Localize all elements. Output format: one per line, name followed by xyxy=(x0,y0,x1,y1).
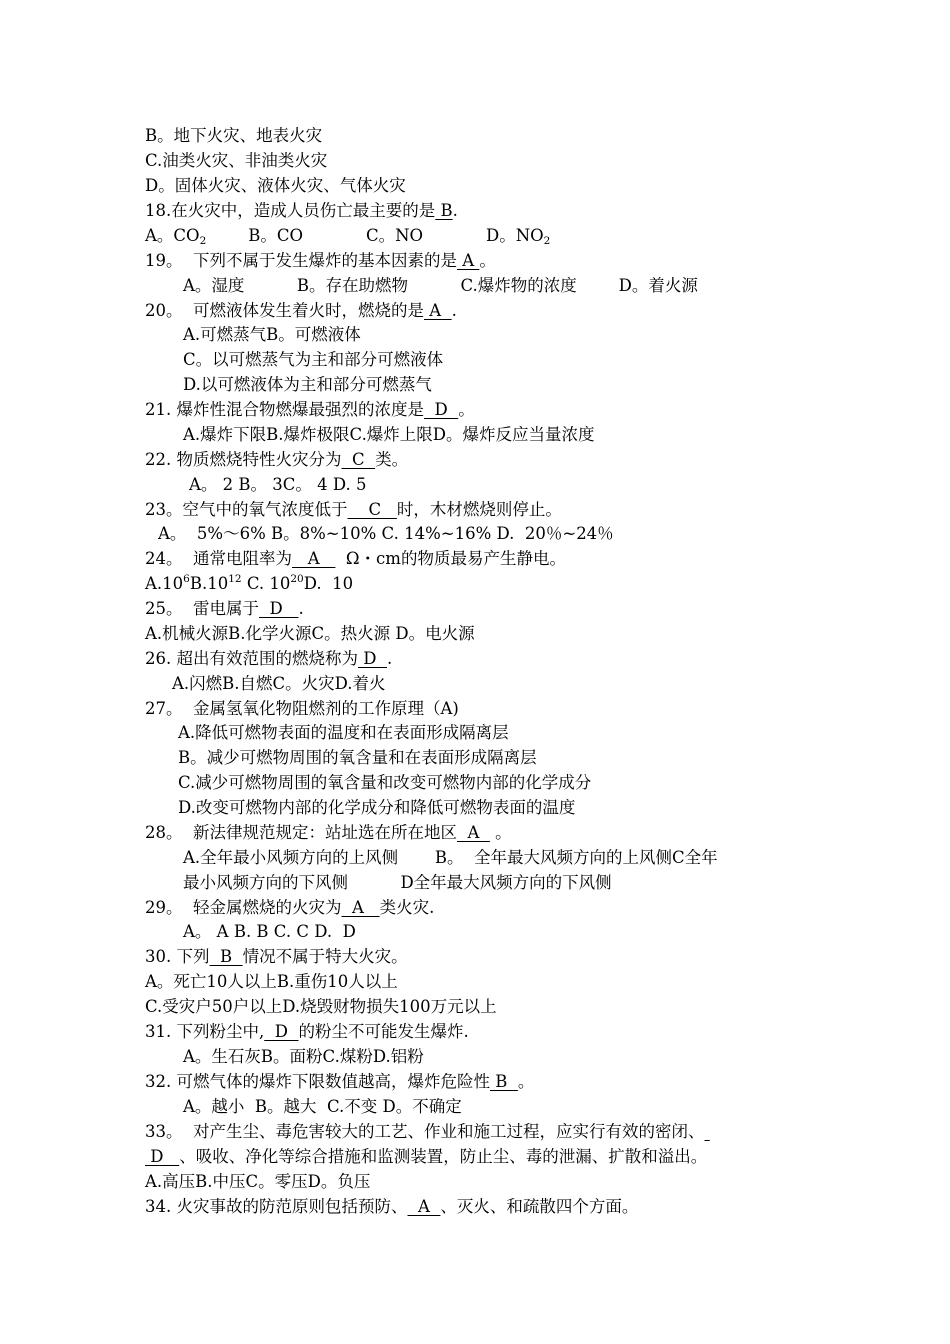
text-line xyxy=(178,722,509,744)
text-segment: A。死亡10人以上B.重伤10人以上 xyxy=(145,972,398,991)
text-segment: A。 2 B。 3C。 4 D. 5 xyxy=(189,475,367,494)
text-segment: Ω・cm的物质最易产生静电。 xyxy=(335,549,566,568)
text-segment: 20。 可燃液体发生着火时，燃烧的是 xyxy=(145,301,424,320)
text-segment: 33。 对产生尘、毒危害较大的工艺、作业和施工过程，应实行有效的密闭、 xyxy=(145,1122,705,1141)
text-segment: 类。 xyxy=(375,450,409,469)
text-line xyxy=(145,971,398,993)
text-line xyxy=(145,250,496,272)
text-segment: 18.在火灾中，造成人员伤亡最主要的是 xyxy=(145,201,436,220)
text-segment: 34. 火灾事故的防范原则包括预防、 xyxy=(145,1197,408,1216)
answer-blank: B xyxy=(490,1072,518,1091)
text-segment: 29。 轻金属燃烧的火灾为 xyxy=(145,898,342,917)
text-segment: 30. 下列 xyxy=(145,947,210,966)
text-line xyxy=(145,1121,710,1143)
text-line xyxy=(145,499,562,521)
text-segment: 21. 爆炸性混合物燃爆最强烈的浓度是 xyxy=(145,400,424,419)
text-segment: A.高压B.中压C。零压D。负压 xyxy=(145,1172,371,1191)
text-segment: A。CO xyxy=(145,226,200,245)
text-segment: 、灭火、和疏散四个方面。 xyxy=(440,1197,639,1216)
text-line xyxy=(145,573,353,595)
text-line xyxy=(145,399,475,421)
superscript-text: 6 xyxy=(183,573,190,585)
text-segment: 23。空气中的氧气浓度低于 xyxy=(145,500,348,519)
text-line xyxy=(145,598,304,620)
text-segment: D。固体火灾、液体火灾、气体火灾 xyxy=(145,176,406,195)
text-segment: B.10 xyxy=(189,574,229,593)
text-segment: 19。 下列不属于发生爆炸的基本因素的是 xyxy=(145,251,457,270)
text-segment: B。减少可燃物周围的氧含量和在表面形成隔离层 xyxy=(178,748,537,767)
text-line xyxy=(183,1096,462,1118)
text-line xyxy=(183,349,443,371)
text-segment: A.10 xyxy=(145,574,184,593)
text-line xyxy=(183,374,432,396)
text-segment: 。 xyxy=(479,251,496,270)
answer-blank: D xyxy=(259,599,299,618)
text-line xyxy=(145,698,459,720)
text-line xyxy=(183,424,595,446)
text-line xyxy=(183,1046,424,1068)
subscript-text: 2 xyxy=(199,235,207,247)
text-segment: 的粉尘不可能发生爆炸. xyxy=(298,1022,469,1041)
subscript-text: 2 xyxy=(543,235,551,247)
superscript-text: 20 xyxy=(290,573,304,585)
text-segment: 、吸收、净化等综合措施和监测装置，防止尘、毒的泄漏、扩散和溢出。 xyxy=(179,1147,708,1166)
text-segment: 24。 通常电阻率为 xyxy=(145,549,292,568)
text-line xyxy=(183,847,718,869)
text-line xyxy=(145,648,392,670)
text-segment: . xyxy=(451,301,457,320)
answer-blank: D xyxy=(264,1022,299,1041)
text-segment: D.以可燃液体为主和部分可燃蒸气 xyxy=(183,375,432,394)
text-segment: . xyxy=(452,201,458,220)
text-segment: 时，木材燃烧则停止。 xyxy=(396,500,562,519)
text-line xyxy=(145,1146,707,1168)
text-segment: A.机械火源B.化学火源C。热火源 D。电火源 xyxy=(145,624,475,643)
text-segment: A。 5%～6% B。8%~10% C. 14%~16% D. 20％~24％ xyxy=(158,524,614,543)
text-line xyxy=(145,822,512,844)
text-line xyxy=(145,449,408,471)
text-segment: A。生石灰B。面粉C.煤粉D.铝粉 xyxy=(183,1047,424,1066)
text-line xyxy=(178,772,591,794)
text-segment: A。 A B. B C. C D. D xyxy=(183,922,356,941)
text-line xyxy=(183,324,361,346)
text-segment: 类火灾. xyxy=(379,898,435,917)
text-line xyxy=(178,797,575,819)
text-line xyxy=(145,623,475,645)
answer-blank: A xyxy=(341,898,380,917)
superscript-text: 12 xyxy=(228,573,242,585)
text-line xyxy=(158,523,614,545)
text-segment: A。湿度 B。存在助燃物 C.爆炸物的浓度 D。着火源 xyxy=(183,276,698,295)
text-line xyxy=(145,175,406,197)
text-segment: C. 10 xyxy=(241,574,291,593)
text-segment: A.闪燃B.自燃C。火灾D.着火 xyxy=(172,674,386,693)
answer-blank: A xyxy=(424,301,452,320)
text-line xyxy=(145,897,434,919)
text-segment: 27。 金属氢氧化物阻燃剂的工作原理（A) xyxy=(145,699,459,718)
answer-blank xyxy=(705,1122,710,1141)
answer-blank: A xyxy=(457,251,480,270)
text-segment: 情况不属于特大火灾。 xyxy=(242,947,408,966)
text-segment: 。 xyxy=(458,400,475,419)
text-line xyxy=(178,747,537,769)
text-segment: 31. 下列粉尘中, xyxy=(145,1022,265,1041)
text-line xyxy=(183,872,612,894)
text-line xyxy=(145,1196,638,1218)
text-segment: B。CO C。NO D。NO xyxy=(206,226,544,245)
text-line xyxy=(145,1021,469,1043)
text-line xyxy=(145,946,408,968)
answer-blank: A xyxy=(457,823,490,842)
text-segment: C。以可燃蒸气为主和部分可燃液体 xyxy=(183,350,444,369)
text-segment: . xyxy=(298,599,304,618)
answer-blank: D xyxy=(358,649,387,668)
answer-blank: B xyxy=(209,947,243,966)
text-segment: C.受灾户50户以上D.烧毁财物损失100万元以上 xyxy=(145,997,497,1016)
text-line xyxy=(145,996,497,1018)
answer-blank: C xyxy=(347,500,397,519)
answer-blank: A xyxy=(407,1197,441,1216)
text-segment: C.减少可燃物周围的氧含量和改变可燃物内部的化学成分 xyxy=(178,773,592,792)
text-segment: 25。 雷电属于 xyxy=(145,599,259,618)
text-segment: D. 10 xyxy=(303,574,354,593)
text-segment: A.降低可燃物表面的温度和在表面形成隔离层 xyxy=(178,723,509,742)
text-line xyxy=(145,200,458,222)
answer-blank: D xyxy=(145,1147,180,1166)
text-line xyxy=(183,921,356,943)
answer-blank: B xyxy=(435,201,453,220)
text-segment: A.可燃蒸气B。可燃液体 xyxy=(183,325,361,344)
text-line xyxy=(145,548,566,570)
text-line xyxy=(145,125,322,147)
text-segment: 26. 超出有效范围的燃烧称为 xyxy=(145,649,358,668)
text-line xyxy=(172,673,386,695)
text-line xyxy=(183,275,698,297)
text-segment: A.全年最小风频方向的上风侧 B。 全年最大风频方向的上风侧C全年 xyxy=(183,848,718,867)
text-line xyxy=(145,225,550,247)
text-line xyxy=(189,474,367,496)
text-line xyxy=(145,1171,370,1193)
text-segment: B。地下火灾、地表火灾 xyxy=(145,126,323,145)
text-segment: 。 xyxy=(489,823,512,842)
answer-blank: C xyxy=(341,450,376,469)
text-line xyxy=(145,1071,534,1093)
text-segment: 32. 可燃气体的爆炸下限数值越高，爆炸危险性 xyxy=(145,1072,490,1091)
text-segment: 28。 新法律规范规定：站址选在所在地区 xyxy=(145,823,457,842)
answer-blank: A xyxy=(292,549,336,568)
text-segment: 22. 物质燃烧特性火灾分为 xyxy=(145,450,342,469)
text-segment: A.爆炸下限B.爆炸极限C.爆炸上限D。爆炸反应当量浓度 xyxy=(183,425,595,444)
text-segment: . xyxy=(386,649,393,668)
text-segment: 。 xyxy=(517,1072,535,1091)
text-line xyxy=(145,150,327,172)
text-segment: 最小风频方向的下风侧 D全年最大风频方向的下风侧 xyxy=(183,873,612,892)
answer-blank: D xyxy=(424,400,459,419)
text-line xyxy=(145,300,457,322)
text-segment: C.油类火灾、非油类火灾 xyxy=(145,151,328,170)
text-segment: D.改变可燃物内部的化学成分和降低可燃物表面的温度 xyxy=(178,798,576,817)
text-segment: A。越小 B。越大 C.不变 D。不确定 xyxy=(183,1097,462,1116)
